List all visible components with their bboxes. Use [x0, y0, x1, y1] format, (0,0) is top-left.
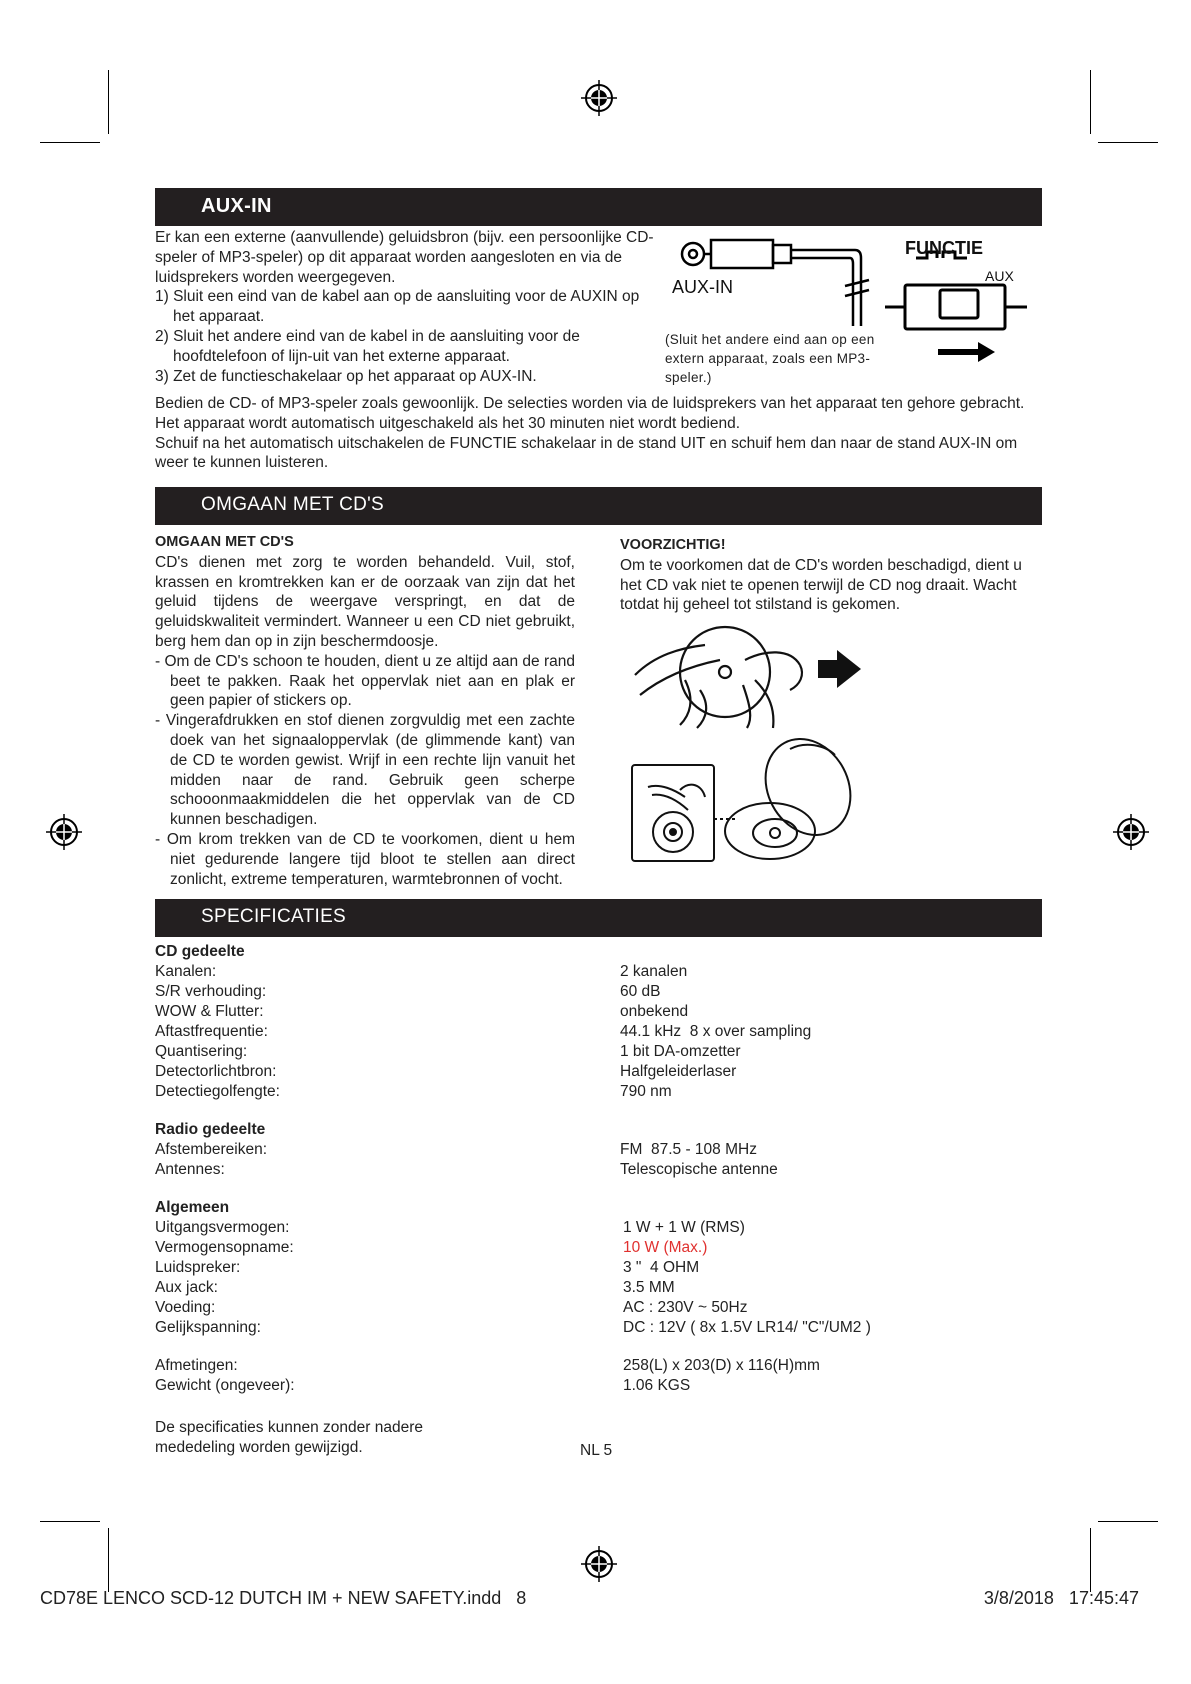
spec-label: Antennes:: [155, 1161, 225, 1178]
spec-label: Afstembereiken:: [155, 1141, 267, 1158]
aux-instructions: [155, 228, 662, 386]
spec-value: Telescopische antenne: [620, 1161, 778, 1178]
registration-mark-left: [44, 812, 84, 852]
cd-care-intro: CD's dienen met zorg te worden behandeld. Vuil, stof, krassen en kromtrekken kan er de oorzaak van zijn dat het geluid tijdens de weergave verspringt, en dat de geluidskwaliteit vermindert. Wanneer u een CD niet gebruikt, berg hem dan op in zijn beschermdoosje.: [155, 553, 575, 650]
aux-usage-text: [155, 394, 1042, 473]
spec-label: Afmetingen:: [155, 1357, 238, 1374]
aux-intro: Er kan een externe (aanvullende) geluidsbron (bijv. een persoonlijke CD-speler of MP3-speler) op dit apparaat worden aangesloten en via de luidsprekers worden weergegeven.: [155, 229, 654, 286]
aux-diagram-caption: (Sluit het andere eind aan op een extern apparaat, zoals een MP3-speler.): [665, 332, 875, 385]
specs-general-heading: Algemeen: [155, 1199, 230, 1216]
cd-caution-title: VOORZICHTIG!: [620, 537, 726, 553]
spec-label: Aux jack:: [155, 1279, 218, 1296]
spec-label: Gewicht (ongeveer):: [155, 1377, 295, 1394]
spec-label: Aftastfrequentie:: [155, 1023, 268, 1040]
spec-value: onbekend: [620, 1003, 689, 1020]
spec-value: 790 nm: [620, 1083, 672, 1100]
aux-step-1: 1) Sluit een eind van de kabel aan op de aansluiting voor de AUXIN op het apparaat.: [155, 288, 640, 326]
spec-value: 3 " 4 OHM: [623, 1259, 700, 1276]
aux-step-2: 2) Sluit het andere eind van de kabel in de aansluiting voor de hoofdtelefoon of lijn-uit van het externe apparaat.: [155, 327, 580, 365]
spec-value: 44.1 kHz 8 x over sampling: [620, 1023, 812, 1040]
spec-label: Detectiegolfengte:: [155, 1083, 280, 1100]
functie-label: FUNCTIE: [905, 238, 983, 258]
aux-usage-para-2: Schuif na het automatisch uitschakelen de FUNCTIE schakelaar in de stand UIT en schuif hem dan naar de stand AUX-IN om weer te kunnen luisteren.: [155, 434, 1018, 472]
footer-file-name: CD78E LENCO SCD-12 DUTCH IM + NEW SAFETY.indd 8: [40, 1588, 527, 1608]
spec-label: S/R verhouding:: [155, 983, 267, 1000]
cd-care-section-title: OMGAAN MET CD'S: [201, 494, 385, 515]
cd-caution-box: [620, 536, 1042, 615]
spec-label: Gelijkspanning:: [155, 1319, 261, 1336]
crop-mark: [1098, 1521, 1158, 1522]
spec-value: 1 W + 1 W (RMS): [623, 1219, 745, 1236]
spec-label: Quantisering:: [155, 1043, 248, 1060]
spec-value: 60 dB: [620, 983, 661, 1000]
specs-section-header: [155, 899, 1042, 937]
spec-value-highlight: 10 W (Max.): [623, 1239, 708, 1256]
page-number: NL 5: [580, 1442, 613, 1459]
spec-label: Voeding:: [155, 1299, 216, 1316]
crop-mark: [1098, 142, 1158, 143]
slide-arrow-icon: [938, 342, 995, 362]
cd-case-illustration: [630, 735, 855, 865]
specs-radio-heading: Radio gedeelte: [155, 1121, 266, 1138]
cd-care-section-header: [155, 487, 1042, 525]
crop-mark: [108, 1528, 109, 1592]
spec-value: 2 kanalen: [620, 963, 688, 980]
spec-value: 1 bit DA-omzetter: [620, 1043, 741, 1060]
aux-switch-label: AUX: [985, 268, 1014, 284]
crop-mark: [40, 142, 100, 143]
crop-mark: [1090, 70, 1091, 134]
crop-mark: [40, 1521, 100, 1522]
spec-value: FM 87.5 - 108 MHz: [620, 1141, 757, 1158]
spec-value: 1.06 KGS: [623, 1377, 691, 1394]
spec-value: DC : 12V ( 8x 1.5V LR14/ "C"/UM2 ): [623, 1319, 871, 1336]
specs-cd-heading: CD gedeelte: [155, 943, 245, 960]
cd-care-bullet-2: - Vingerafdrukken en stof dienen zorgvuldig met een zachte doek van het signaaloppervlak (de glimmende kant) van de CD te worden gewist. Wrijf in een rechte lijn vanuit het midden naar de rand. Gebruik geen scherpe schooonmaakmiddelen die het oppervlak van de CD kunnen beschadigen.: [155, 712, 575, 829]
spec-label: Kanalen:: [155, 963, 217, 980]
auxin-jack-label: AUX-IN: [672, 277, 734, 297]
spec-value: 258(L) x 203(D) x 116(H)mm: [623, 1357, 820, 1374]
cd-care-bullet-3: - Om krom trekken van de CD te voorkomen, dient u hem niet gedurende langere tijd bloot te stellen aan direct zonlicht, extreme temperaturen, warmtebronnen of vocht.: [155, 830, 575, 888]
aux-usage-para-1: Bedien de CD- of MP3-speler zoals gewoonlijk. De selecties worden via de luidsprekers van het apparaat ten gehore gebracht. Het apparaat wordt automatisch uitgeschakeld als het 30 minuten niet wordt bediend.: [155, 395, 1025, 432]
spec-value: AC : 230V ~ 50Hz: [623, 1299, 748, 1316]
spec-value: 3.5 MM: [623, 1279, 675, 1296]
crop-mark: [1090, 1528, 1091, 1592]
cd-handling-illustration: [625, 620, 865, 730]
spec-label: Detectorlichtbron:: [155, 1063, 277, 1080]
cd-care-bullet-1: - Om de CD's schoon te houden, dient u ze altijd aan de rand beet te pakken. Raak het oppervlak niet aan en plak er geen papier of stickers op.: [155, 652, 575, 710]
registration-mark-top: [579, 78, 619, 118]
specs-note: De specificaties kunnen zonder nadere mededeling worden gewijzigd.: [155, 1419, 423, 1456]
footer-timestamp: 3/8/2018 17:45:47: [983, 1588, 1139, 1608]
spec-value: Halfgeleiderlaser: [620, 1063, 737, 1080]
crop-mark: [108, 70, 109, 134]
function-switch-illustration: [885, 252, 1027, 329]
cd-care-subtitle: OMGAAN MET CD'S: [155, 534, 294, 550]
spec-label: Vermogensopname:: [155, 1239, 294, 1256]
specs-section-title: SPECIFICATIES: [201, 906, 347, 927]
spec-label: WOW & Flutter:: [155, 1003, 264, 1020]
registration-mark-right: [1111, 812, 1151, 852]
spec-label: Luidspreker:: [155, 1259, 241, 1276]
registration-mark-bottom: [579, 1544, 619, 1584]
cd-caution-text: Om te voorkomen dat de CD's worden beschadigd, dient u het CD vak niet te openen terwijl de CD nog draait. Wacht totdat hij geheel tot stilstand is gekomen.: [620, 556, 1022, 614]
cd-care-text: [155, 533, 575, 889]
aux-step-3: 3) Zet de functieschakelaar op het apparaat op AUX-IN.: [155, 367, 537, 385]
direction-arrow-icon: [818, 650, 861, 688]
aux-section-header: [155, 188, 1042, 226]
aux-section-title: AUX-IN: [201, 195, 272, 217]
spec-label: Uitgangsvermogen:: [155, 1219, 290, 1236]
